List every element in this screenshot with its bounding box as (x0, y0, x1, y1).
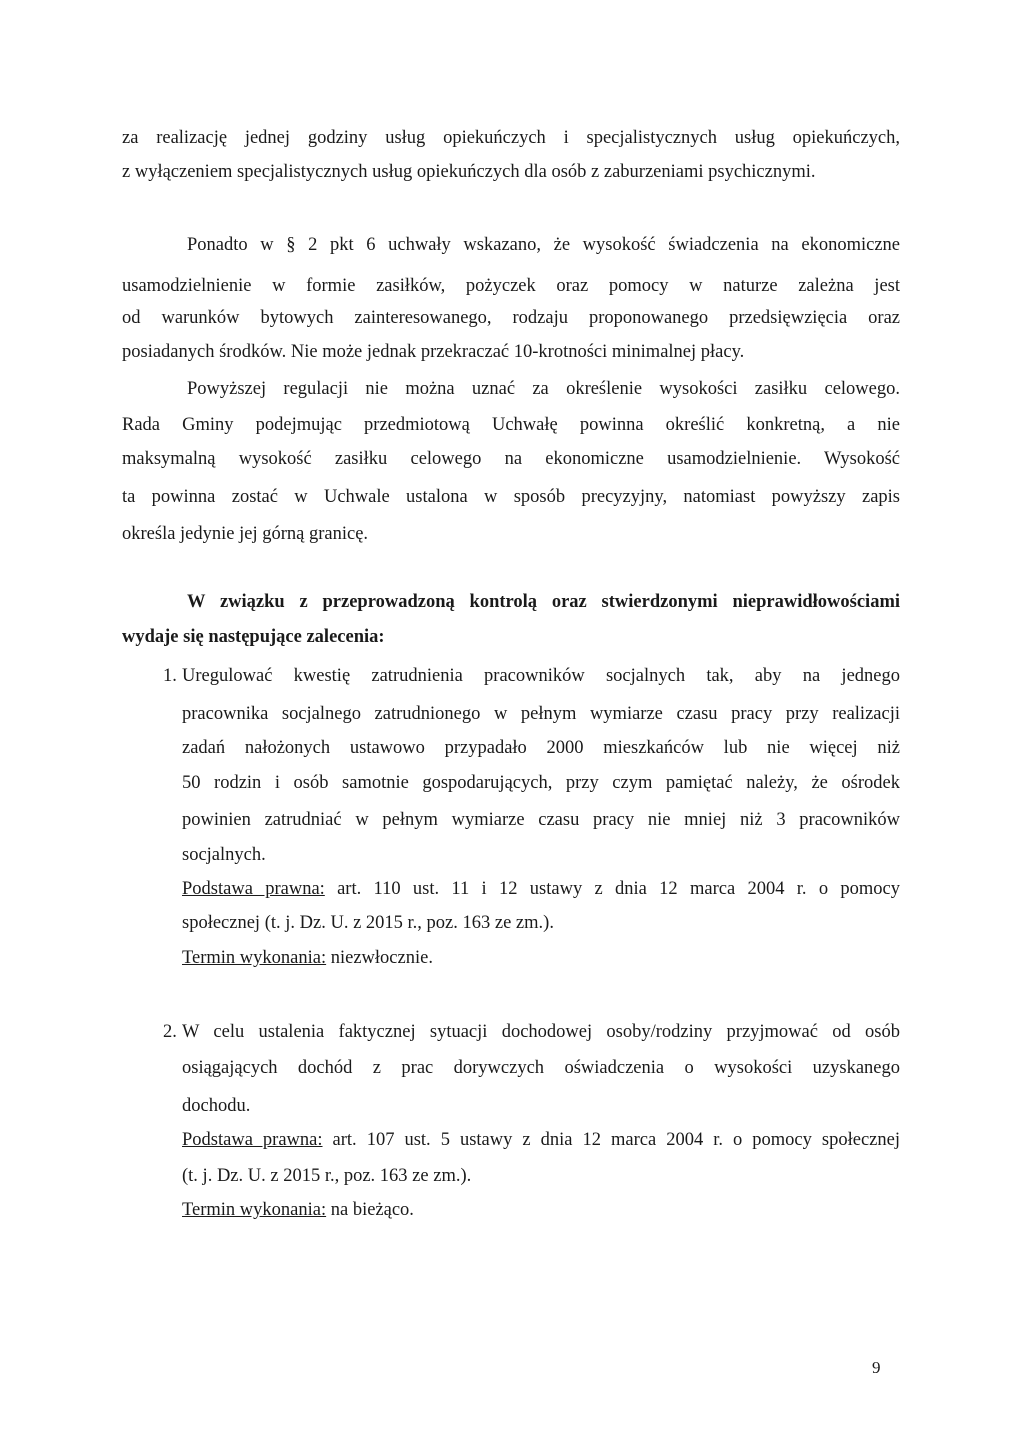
paragraph-line: z wyłączeniem specjalistycznych usług opiekuńczych dla osób z zaburzeniami psychicznymi. (122, 162, 816, 182)
paragraph-line: Ponadto w § 2 pkt 6 uchwały wskazano, że wysokość świadczenia na ekonomiczne (187, 235, 900, 255)
deadline (182, 1198, 900, 1222)
list-item-line: socjalnych. (182, 845, 266, 865)
paragraph-line: od warunków bytowych zainteresowanego, rodzaju proponowanego przedsięwzięcia oraz (122, 308, 900, 328)
recommendations-heading: wydaje się następujące zalecenia: (122, 627, 385, 647)
legal-basis-text: art. 110 ust. 11 i 12 ustawy z dnia 12 marca 2004 r. o pomocy (324, 879, 900, 899)
recommendations-heading: W związku z przeprowadzoną kontrolą oraz stwierdzonymi nieprawidłowościami (187, 592, 900, 612)
deadline (182, 946, 900, 970)
legal-basis (182, 877, 900, 901)
legal-basis-continued: społecznej (t. j. Dz. U. z 2015 r., poz. 163 ze zm.). (182, 913, 554, 933)
list-item-line: Uregulować kwestię zatrudnienia pracowników socjalnych tak, aby na jednego (182, 666, 900, 686)
list-item-line: dochodu. (182, 1096, 251, 1116)
list-item-line: osiągających dochód z prac dorywczych oświadczenia o wysokości uzyskanego (182, 1058, 900, 1078)
deadline-value: na bieżąco. (326, 1200, 414, 1220)
list-item-line: pracownika socjalnego zatrudnionego w pełnym wymiarze czasu pracy przy realizacji (182, 704, 900, 724)
list-number: 1. (163, 666, 177, 686)
legal-basis-label: Podstawa prawna: (182, 1130, 323, 1150)
paragraph-line: Rada Gminy podejmując przedmiotową Uchwałę powinna określić konkretną, a nie (122, 415, 900, 435)
deadline-label: Termin wykonania: (182, 948, 327, 968)
page-number: 9 (872, 1358, 881, 1377)
list-item-line: W celu ustalenia faktycznej sytuacji dochodowej osoby/rodziny przyjmować od osób (182, 1022, 900, 1042)
legal-basis-text: art. 107 ust. 5 ustawy z dnia 12 marca 2004 r. o pomocy społecznej (322, 1130, 900, 1150)
legal-basis-continued: (t. j. Dz. U. z 2015 r., poz. 163 ze zm.). (182, 1166, 472, 1186)
paragraph-line: posiadanych środków. Nie może jednak przekraczać 10-krotności minimalnej płacy. (122, 342, 745, 362)
list-item-line: 50 rodzin i osób samotnie gospodarujących, przy czym pamiętać należy, że ośrodek (182, 773, 900, 793)
paragraph-line: usamodzielnienie w formie zasiłków, pożyczek oraz pomocy w naturze zależna jest (122, 276, 900, 296)
list-number: 2. (163, 1022, 177, 1042)
deadline-value: niezwłocznie. (326, 948, 433, 968)
list-item-line: powinien zatrudniać w pełnym wymiarze czasu pracy nie mniej niż 3 pracowników (182, 810, 900, 830)
list-item-line: zadań nałożonych ustawowo przypadało 2000 mieszkańców lub nie więcej niż (182, 738, 900, 758)
paragraph-line: ta powinna zostać w Uchwale ustalona w sposób precyzyjny, natomiast powyższy zapis (122, 487, 900, 507)
deadline-label: Termin wykonania: (182, 1200, 327, 1220)
paragraph-line: maksymalną wysokość zasiłku celowego na ekonomiczne usamodzielnienie. Wysokość (122, 449, 900, 469)
paragraph-line: za realizację jednej godziny usług opiekuńczych i specjalistycznych usług opiekuńczych, (122, 128, 900, 148)
paragraph-line: Powyższej regulacji nie można uznać za określenie wysokości zasiłku celowego. (187, 379, 900, 399)
legal-basis-label: Podstawa prawna: (182, 879, 325, 899)
paragraph-line: określa jedynie jej górną granicę. (122, 524, 369, 544)
legal-basis (182, 1128, 900, 1152)
